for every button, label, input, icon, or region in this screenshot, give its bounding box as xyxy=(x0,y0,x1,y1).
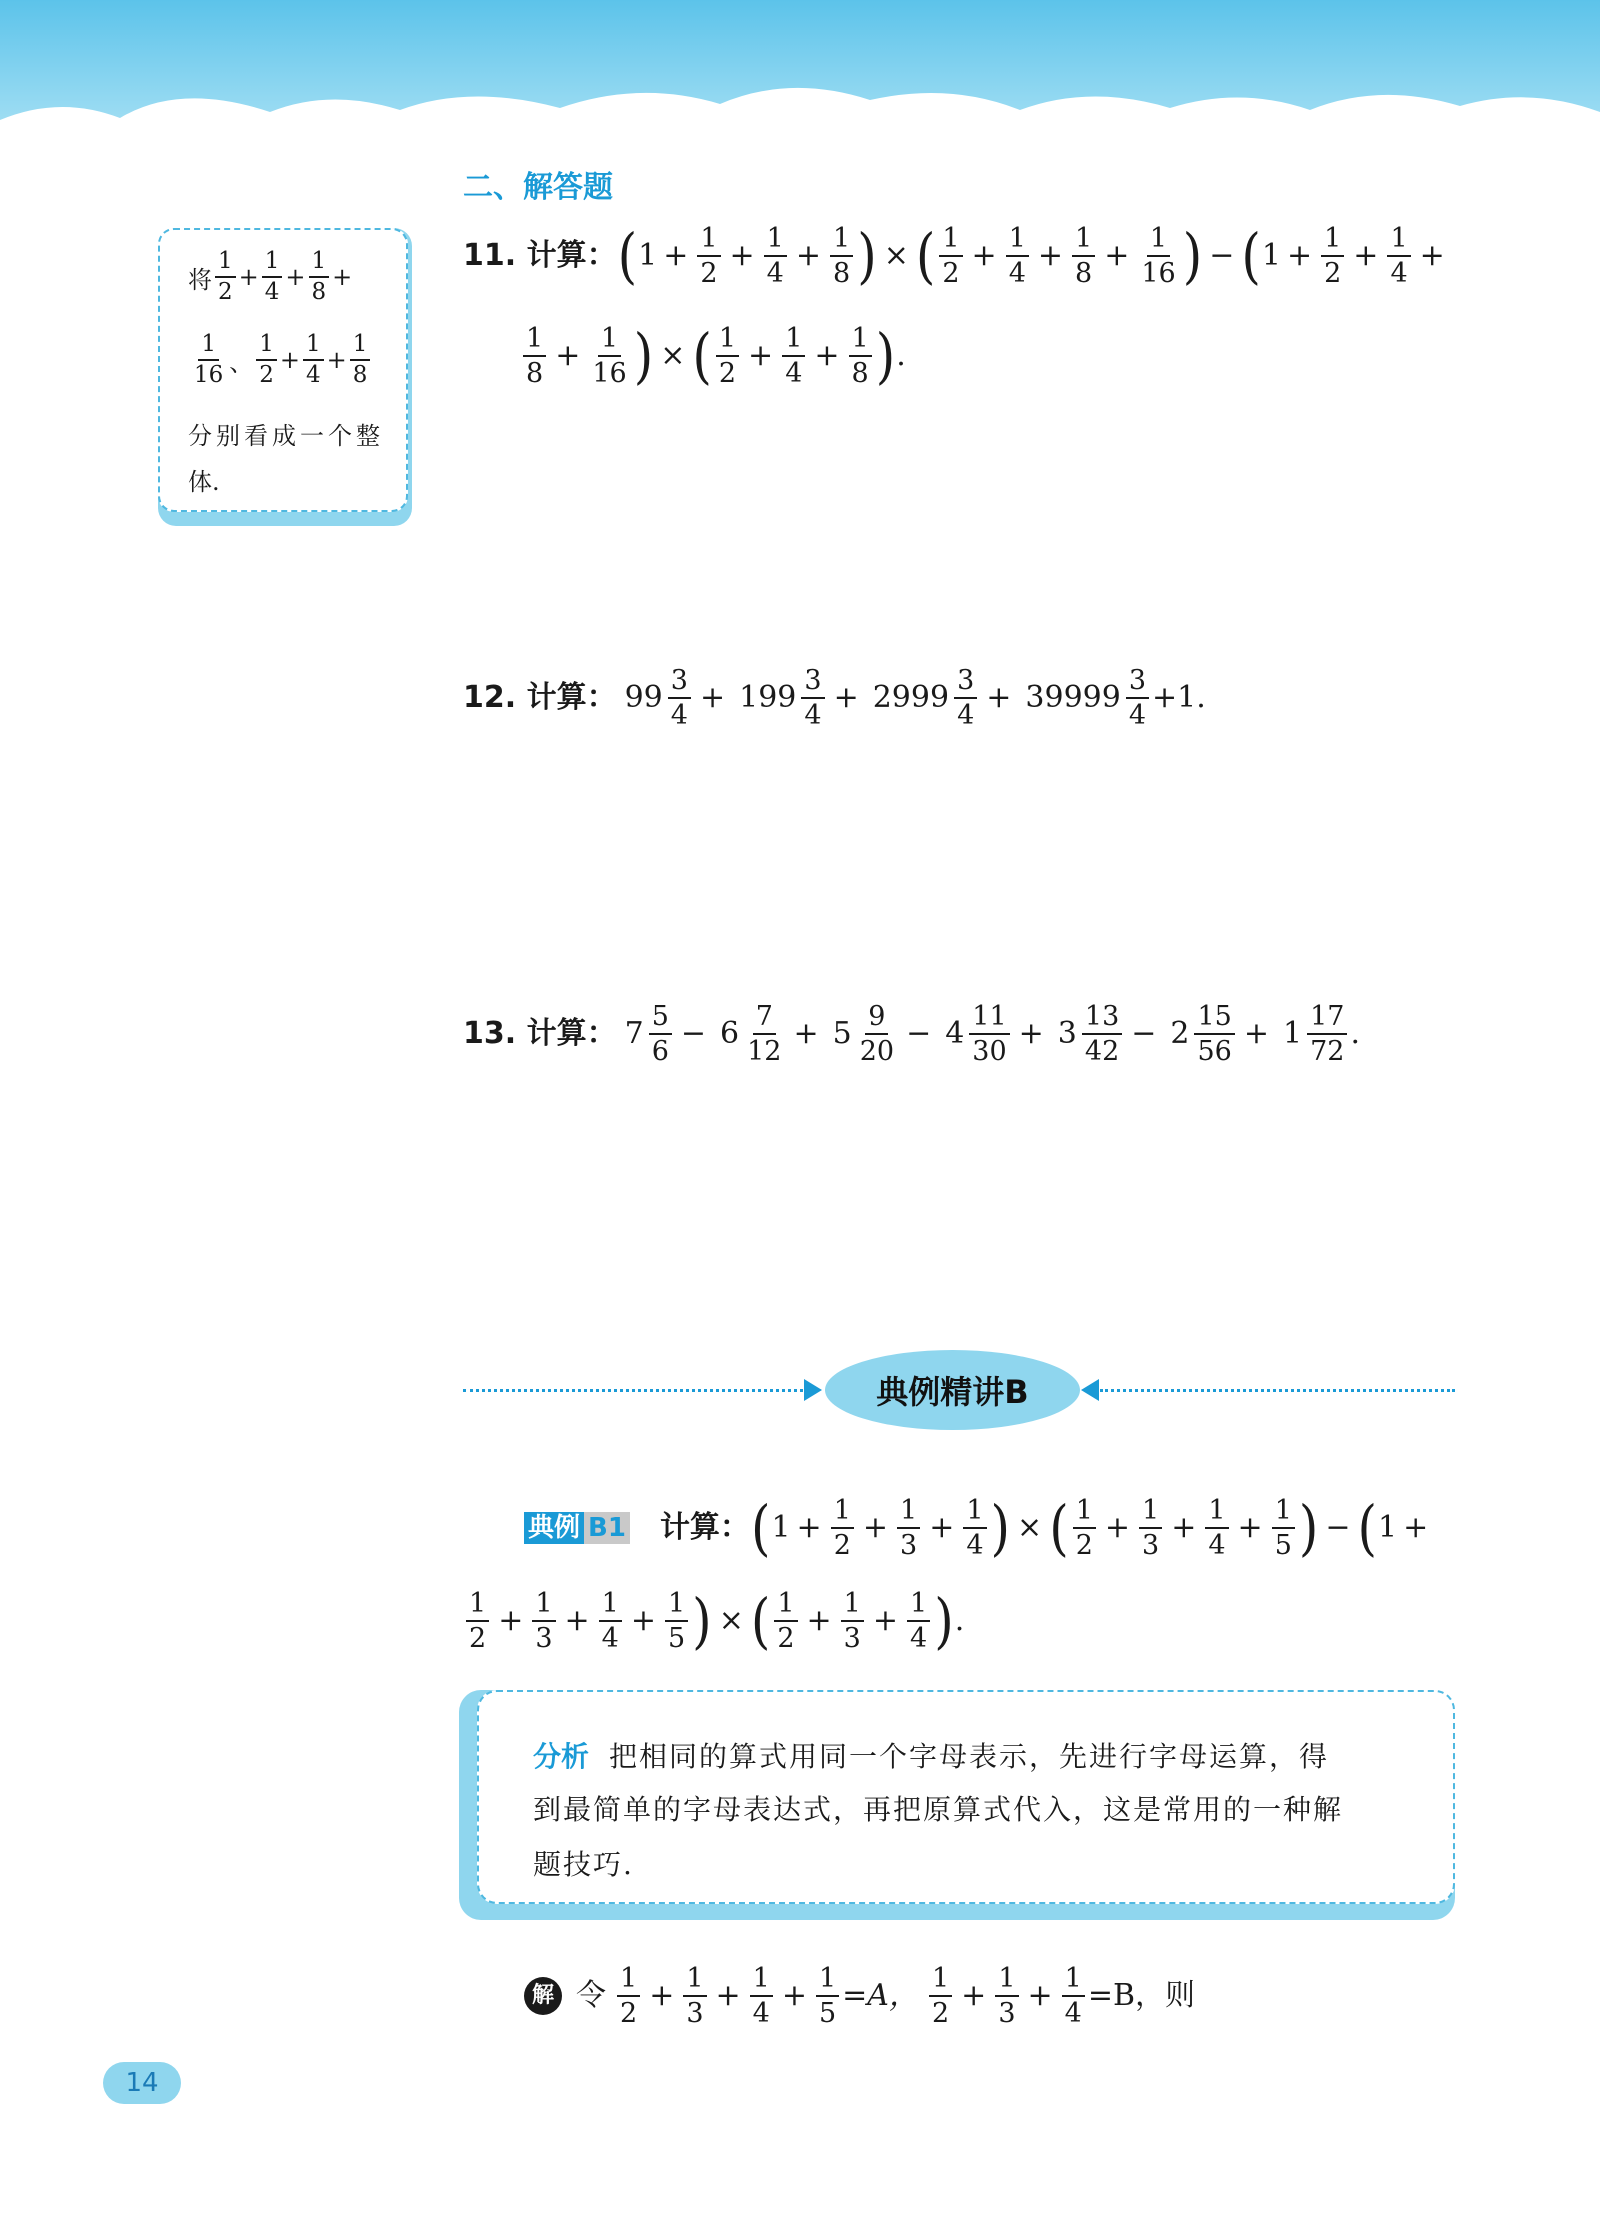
example-badge: 典例 B1 xyxy=(524,1512,630,1544)
arrow-right-icon xyxy=(804,1379,822,1401)
example-b1-line-1: 典例 B1 计算： ( 1 + $\frac{1}{2}$ + $\frac{1}{3}$ + $\frac{1}{4}$ ) × ( $\frac{1}{2}$ + $\frac{1}{3}$ + $\frac{1}{4}$ + $\frac{1}{5}$ ) − ( 1 + xyxy=(524,1497,1434,1559)
problem-12: 12. 计算： 99 $\frac{3}{4}$ + 199 $\frac{3}{4}$ + 2999 $\frac{3}{4}$ + 39999 $\frac{3}{4}$ +1. xyxy=(463,665,1206,731)
divider-left xyxy=(463,1389,803,1392)
solution-icon: 解 xyxy=(524,1977,562,2015)
solution-line: 解 令 $\frac{1}{2}$ + $\frac{1}{3}$ + $\frac{1}{4}$ + $\frac{1}{5}$ =A， $\frac{1}{2}$ + $\frac{1}{3}$ + $\frac{1}{4}$ =B，则 xyxy=(524,1965,1195,2027)
section-title: 二、解答题 xyxy=(463,170,613,205)
tip-line-2: $\frac{1}{16}$ 、 $\frac{1}{2}$ + $\frac{1}{4}$ + $\frac{1}{8}$ xyxy=(188,333,373,387)
divider-right xyxy=(1100,1389,1455,1392)
tip-line-1: 将 $\frac{1}{2}$ + $\frac{1}{4}$ + $\frac{1}{8}$ + xyxy=(188,248,353,305)
analysis-line-1: 分析 把相同的算式用同一个字母表示，先进行字母运算，得 xyxy=(533,1740,1330,1773)
problem-11-line-2: $\frac{1}{8}$ + $\frac{1}{16}$ ) × ( $\frac{1}{2}$ + $\frac{1}{4}$ + $\frac{1}{8}$ ) . xyxy=(520,325,906,387)
tip-line-4: 体. xyxy=(188,468,220,496)
problem-13: 13. 计算： 7 $\frac{5}{6}$ − 6 $\frac{7}{12}$ + 5 $\frac{9}{20}$ − 4 $\frac{11}{30}$ + 3 $\frac{13}{42}$ − 2 $\frac{15}{56}$ + 1 $\frac{17}{72}$ . xyxy=(463,1001,1360,1067)
problem-11-line-1: 11. 计算： ( 1 + $\frac{1}{2}$ + $\frac{1}{4}$ + $\frac{1}{8}$ ) × ( $\frac{1}{2}$ + $\frac{1}{4}$ + $\frac{1}{8}$ + $\frac{1}{16}$ ) − ( 1 + $\frac{1}{2}$ + $\frac{1}{4}$ + xyxy=(463,221,1445,291)
header-sky-band xyxy=(0,0,1600,150)
example-b1-line-2: $\frac{1}{2}$ + $\frac{1}{3}$ + $\frac{1}{4}$ + $\frac{1}{5}$ ) × ( $\frac{1}{2}$ + $\frac{1}{3}$ + $\frac{1}{4}$ ) . xyxy=(463,1590,964,1652)
example-banner: 典例精讲B xyxy=(825,1350,1080,1430)
tip-line-3: 分别看成一个整 xyxy=(188,422,384,450)
page-number: 14 xyxy=(103,2062,181,2104)
arrow-left-icon xyxy=(1081,1379,1099,1401)
analysis-line-3: 题技巧. xyxy=(533,1848,634,1881)
analysis-line-2: 到最简单的字母表达式，再把原算式代入，这是常用的一种解 xyxy=(533,1793,1344,1826)
